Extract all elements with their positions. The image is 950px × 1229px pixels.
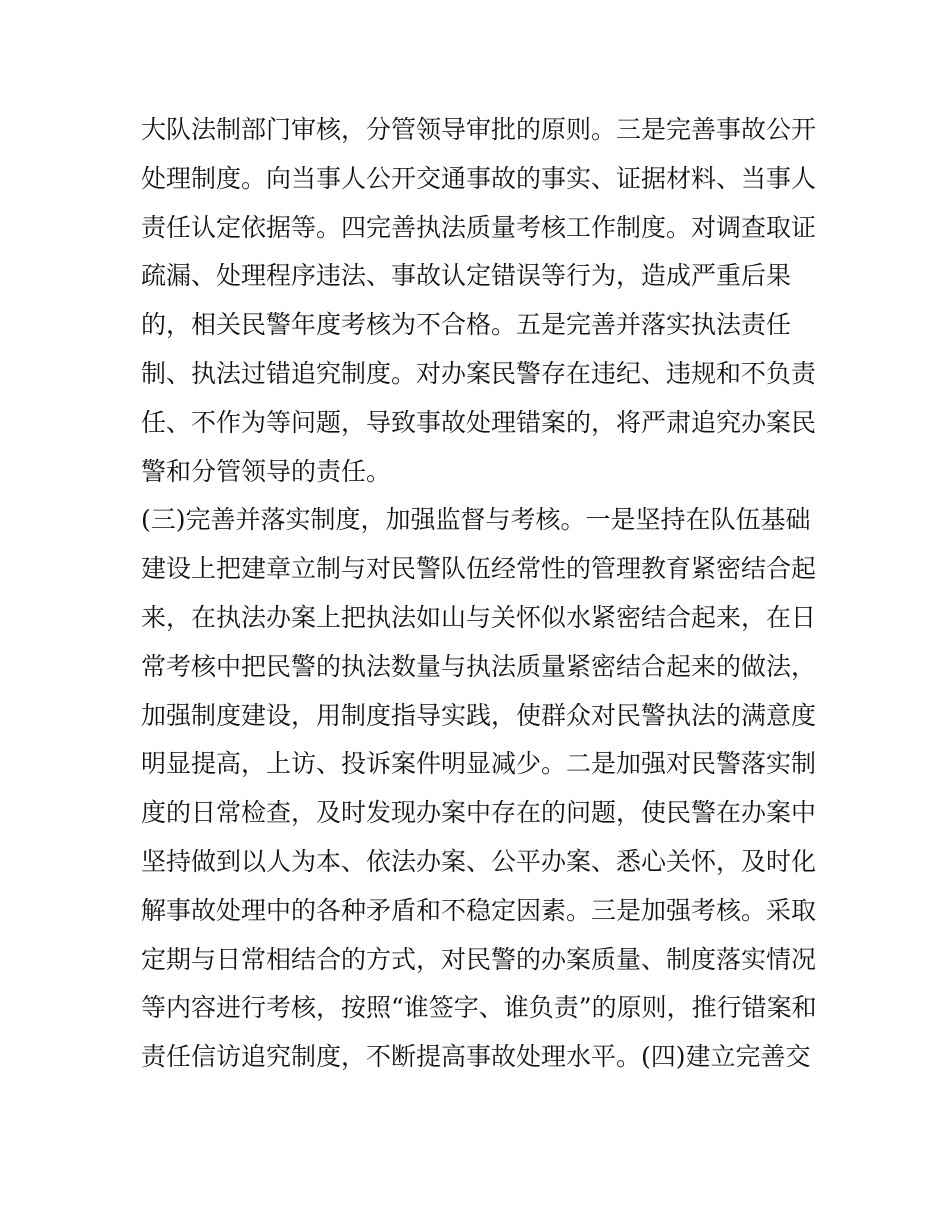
- text-line-5: 的，相关民警年度考核为不合格。五是完善并落实执法责任: [141, 310, 792, 340]
- text-line-3: 责任认定依据等。四完善执法质量考核工作制度。对调查取证: [141, 212, 817, 242]
- text-line-17: 解事故处理中的各种矛盾和不稳定因素。三是加强考核。采取: [141, 895, 817, 925]
- text-line-12: 常考核中把民警的执法数量与执法质量紧密结合起来的做法，: [141, 651, 817, 681]
- text-line-7: 任、不作为等问题，导致事故处理错案的，将严肃追究办案民: [141, 407, 817, 437]
- text-line-6: 制、执法过错追究制度。对办案民警存在违纪、违规和不负责: [141, 358, 817, 388]
- text-line-13: 加强制度建设，用制度指导实践，使群众对民警执法的满意度: [141, 700, 817, 730]
- text-line-11: 来，在执法办案上把执法如山与关怀似水紧密结合起来，在日: [141, 602, 817, 632]
- text-line-19: 等内容进行考核，按照“谁签字、谁负责”的原则，推行错案和: [141, 993, 817, 1023]
- text-line-16: 坚持做到以人为本、依法办案、公平办案、悉心关怀，及时化: [141, 846, 817, 876]
- text-line-18: 定期与日常相结合的方式，对民警的办案质量、制度落实情况: [141, 944, 817, 974]
- text-line-4: 疏漏、处理程序违法、事故认定错误等行为，造成严重后果: [141, 261, 792, 291]
- text-line-15: 度的日常检查，及时发现办案中存在的问题，使民警在办案中: [141, 798, 817, 828]
- text-line-1: 大队法制部门审核，分管领导审批的原则。三是完善事故公开: [141, 115, 817, 144]
- body-text: [141, 106, 821, 1082]
- text-line-10: 建设上把建章立制与对民警队伍经常性的管理教育紧密结合起: [141, 554, 817, 584]
- text-line-9: (三)完善并落实制度，加强监督与考核。一是坚持在队伍基础: [141, 505, 811, 535]
- text-line-8: 警和分管领导的责任。: [141, 456, 392, 486]
- text-line-2: 处理制度。向当事人公开交通事故的事实、证据材料、当事人: [141, 163, 817, 193]
- text-line-20: 责任信访追究制度，不断提高事故处理水平。(四)建立完善交: [141, 1042, 811, 1072]
- text-line-14: 明显提高，上访、投诉案件明显减少。二是加强对民警落实制: [141, 749, 817, 779]
